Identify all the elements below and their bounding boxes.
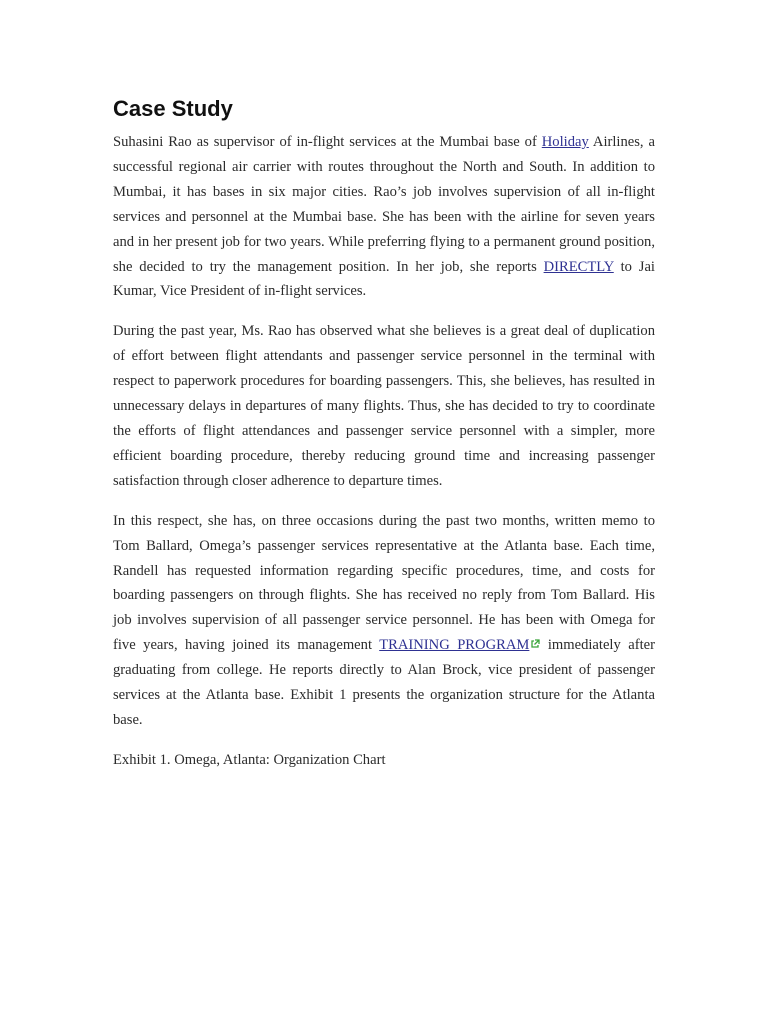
paragraph-1-text-b: Airlines, a successful regional air carrier with routes throughout the North and South. In addition to Mumbai, it has bases in six major cities. Rao’s job involves supervision of all in-flight services and personnel at the Mumbai base. She has been with the airline for seven years and in her present job for two years. While preferring flying to a permanent ground position, she decided to try the management position. In her job, she reports xyxy=(113,134,655,275)
training-program-link-label: TRAINING PROGRAM xyxy=(379,637,530,654)
exhibit-caption: Exhibit 1. Omega, Atlanta: Organization Chart xyxy=(113,751,386,768)
external-link-icon xyxy=(530,639,540,649)
training-program-link[interactable] xyxy=(379,637,540,653)
paragraph-1-text-c: to Jai Kumar, Vice President of in-flight services. xyxy=(113,258,655,300)
paragraph-3 xyxy=(113,509,655,733)
paragraph-1 xyxy=(113,130,655,304)
document-page xyxy=(113,94,655,773)
document-title: Case Study xyxy=(113,96,233,121)
paragraph-1-text-a: Suhasini Rao as supervisor of in-flight services at the Mumbai base of xyxy=(113,134,542,150)
paragraph-2: During the past year, Ms. Rao has observed what she believes is a great deal of duplication of effort between flight attendants and passenger service personnel in the terminal with respect to paperwork procedures for boarding passengers. This, she believes, has resulted in unnecessary delays in departures of many flights. Thus, she has decided to try to coordinate the efforts of flight attendances and passenger service personnel with a simpler, more efficient boarding procedure, thereby reducing ground time and increasing passenger satisfaction through closer adherence to departure times. xyxy=(113,323,655,489)
paragraph-3-text-a: In this respect, she has, on three occasions during the past two months, written memo to Tom Ballard, Omega’s passenger services representative at the Atlanta base. Each time, Randell has requested information regarding specific procedures, time, and costs for boarding passengers on through flights. She has received no reply from Tom Ballard. His job involves supervision of all passenger service personnel. He has been with Omega for five years, having joined its management xyxy=(113,512,655,654)
paragraph-3-text-b: immediately after graduating from college. He reports directly to Alan Brock, vice president of passenger services at the Atlanta base. Exhibit 1 presents the organization structure for the Atlanta base. xyxy=(113,637,655,728)
directly-link[interactable]: DIRECTLY xyxy=(543,258,614,275)
holiday-link[interactable]: Holiday xyxy=(541,134,589,150)
